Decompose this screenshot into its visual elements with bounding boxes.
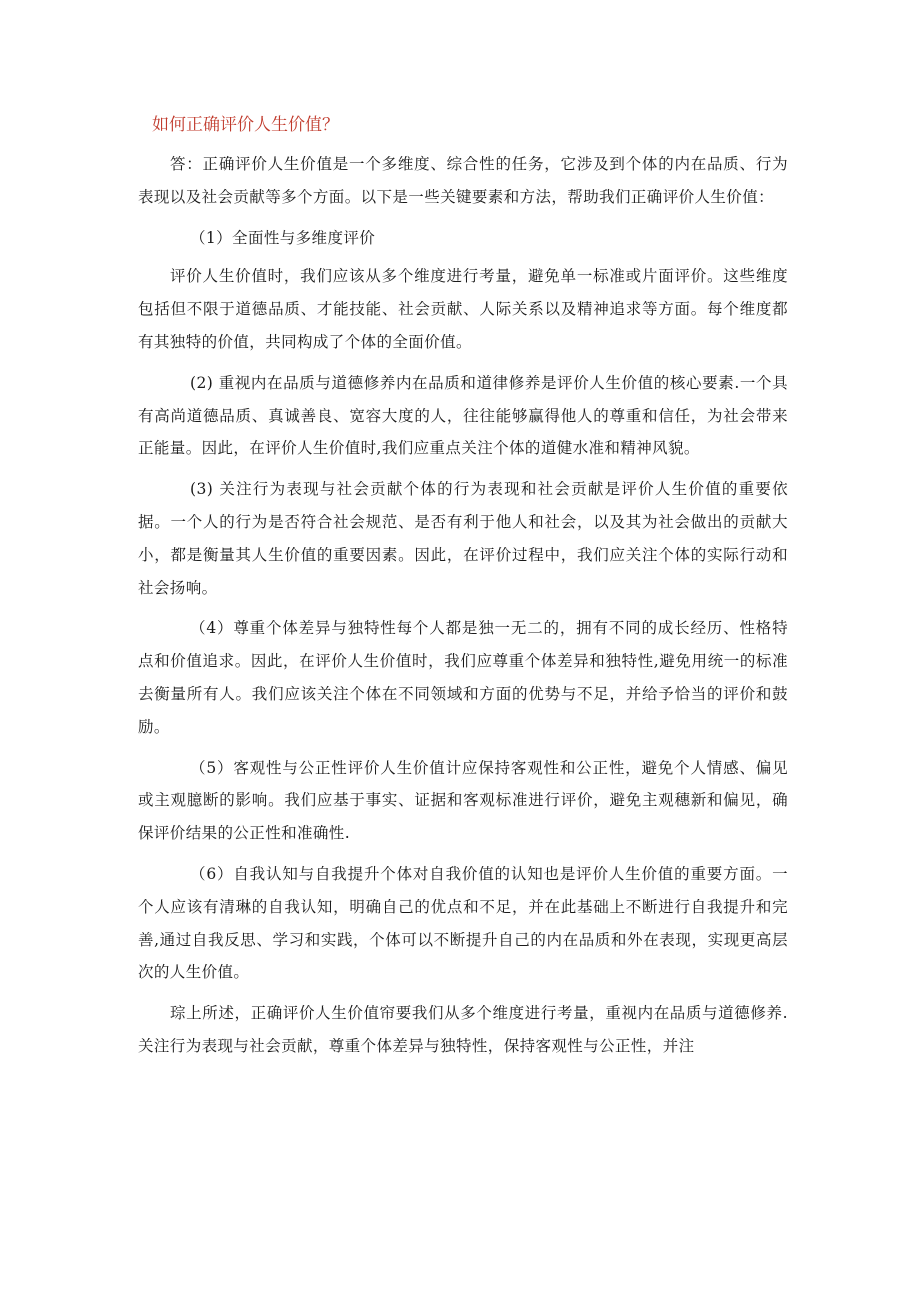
section-2-paragraph: (2) 重视内在品质与道德修养内在品质和道律修养是评价人生价值的核心要素.一个具有高尚道德品质、真诚善良、宽容大度的人，往往能够赢得他人的尊重和信任，为社会带来正能量。因此，在评价人生价值时,我们应重点关注个体的道健水准和精神风貌。 — [138, 373, 788, 458]
section-5-paragraph: （5）客观性与公正性评价人生价值计应保持客观性和公正性，避免个人情感、偏见或主观臆断的影响。我们应基于事实、证据和客观标准进行评价，避免主观穗新和偏见，确保评价结果的公正性和准确性. — [138, 758, 788, 843]
section-3-paragraph: (3) 关注行为表现与社会贡献个体的行为表现和社会贡献是评价人生价值的重要依据。一个人的行为是否符合社会规范、是否有利于他人和社会，以及其为社会做出的贡献大小，都是衡量其人生价值的重要因素。因此，在评价过程中，我们应关注个体的实际行动和社会扬响。 — [138, 480, 788, 597]
section-6-paragraph: （6）自我认知与自我提升个体对自我价值的认知也是评价人生价值的重要方面。一个人应该有清琳的自我认知，明确自己的优点和不足，并在此基础上不断进行自我提升和完善,通过自我反思、学习和实践，个体可以不断提升自己的内在品质和外在表现，实现更高层次的人生价值。 — [138, 864, 788, 982]
answer-paragraph: 答：正确评价人生价值是一个多维度、综合性的任务，它涉及到个体的内在品质、行为表现以及社会贡献等多个方面。以下是一些关键要素和方法，帮助我们正确评价人生价值： — [138, 155, 788, 206]
document-title: 如何正确评价人生价值？ — [152, 115, 339, 135]
section-1-heading: （1）全面性与多维度评价 — [190, 228, 376, 247]
section-1-body: 评价人生价值时，我们应该从多个维度进行考量，避免单一标准或片面评价。这些维度包括但不限于道德品质、才能技能、社会贡献、人际关系以及精神追求等方面。每个维度都有其独特的价值，共同构成了个体的全面价值。 — [138, 267, 788, 351]
section-4-paragraph: （4）尊重个体差异与独特性每个人都是独一无二的，拥有不同的成长经历、性格特点和价值追求。因此，在评价人生价值时，我们应尊重个体差异和独特性,避免用统一的标准去衡量所有人。我们应该关注个体在不同领域和方面的优势与不足，并给予恰当的评价和鼓励。 — [138, 619, 788, 736]
document-page — [138, 110, 788, 1071]
summary-paragraph: 琮上所述，正确评价人生价值帘要我们从多个维度进行考量，重视内在品质与道德修养.关注行为表现与社会贡献，尊重个体差异与独特性，保持客观性与公正性，并注 — [138, 1004, 788, 1055]
